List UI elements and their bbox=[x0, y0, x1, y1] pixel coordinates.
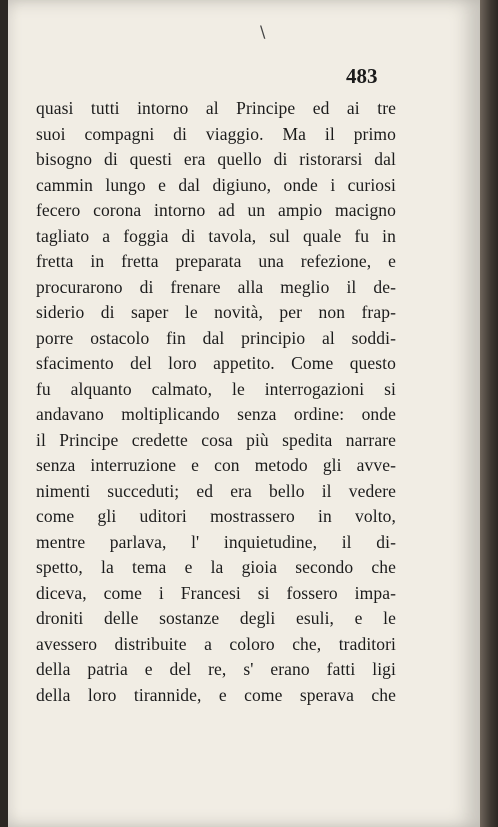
text-line: procurarono di frenare alla meglio il de- bbox=[36, 276, 396, 297]
text-line: fecero corona intorno ad un ampio macigno bbox=[36, 200, 396, 220]
text-line: droniti delle sostanze degli esuli, e le bbox=[36, 608, 396, 628]
body-text bbox=[36, 96, 396, 708]
stray-mark: \ bbox=[260, 22, 266, 41]
text-line: della loro tirannide, e come sperava che bbox=[36, 684, 396, 705]
text-line: tagliato a foggia di tavola, sul quale fu in bbox=[36, 225, 396, 246]
text-line: quasi tutti intorno al Principe ed ai tre bbox=[36, 98, 396, 118]
text-line: mentre parlava, l' inquietudine, il di- bbox=[36, 531, 396, 552]
text-line: bisogno di questi era quello di ristorarsi dal bbox=[36, 149, 396, 169]
text-line: nimenti succeduti; ed era bello il vedere bbox=[36, 480, 396, 501]
book-page bbox=[8, 0, 480, 827]
text-line: fretta in fretta preparata una refezione, e bbox=[36, 251, 396, 271]
text-line: sfacimento del loro appetito. Come questo bbox=[36, 353, 396, 373]
text-line: fu alquanto calmato, le interrogazioni si bbox=[36, 378, 396, 399]
page-edge-shadow bbox=[480, 0, 498, 827]
text-line: cammin lungo e dal digiuno, onde i curiosi bbox=[36, 174, 396, 195]
text-line: andavano moltiplicando senza ordine: onde bbox=[36, 404, 396, 424]
text-line: spetto, la tema e la gioia secondo che bbox=[36, 557, 396, 577]
text-line: come gli uditori mostrassero in volto, bbox=[36, 506, 396, 526]
page-number: 483 bbox=[346, 64, 378, 88]
text-line: avessero distribuite a coloro che, traditori bbox=[36, 633, 396, 654]
text-line: porre ostacolo fin dal principio al soddi- bbox=[36, 327, 396, 348]
text-line: siderio di saper le novità, per non frap- bbox=[36, 302, 396, 322]
text-line: senza interruzione e con metodo gli avve- bbox=[36, 455, 396, 475]
text-line: della patria e del re, s' erano fatti ligi bbox=[36, 659, 396, 679]
text-line: il Principe credette cosa più spedita narrare bbox=[36, 429, 396, 450]
text-line: diceva, come i Francesi si fossero impa- bbox=[36, 582, 396, 603]
text-line: suoi compagni di viaggio. Ma il primo bbox=[36, 123, 396, 144]
